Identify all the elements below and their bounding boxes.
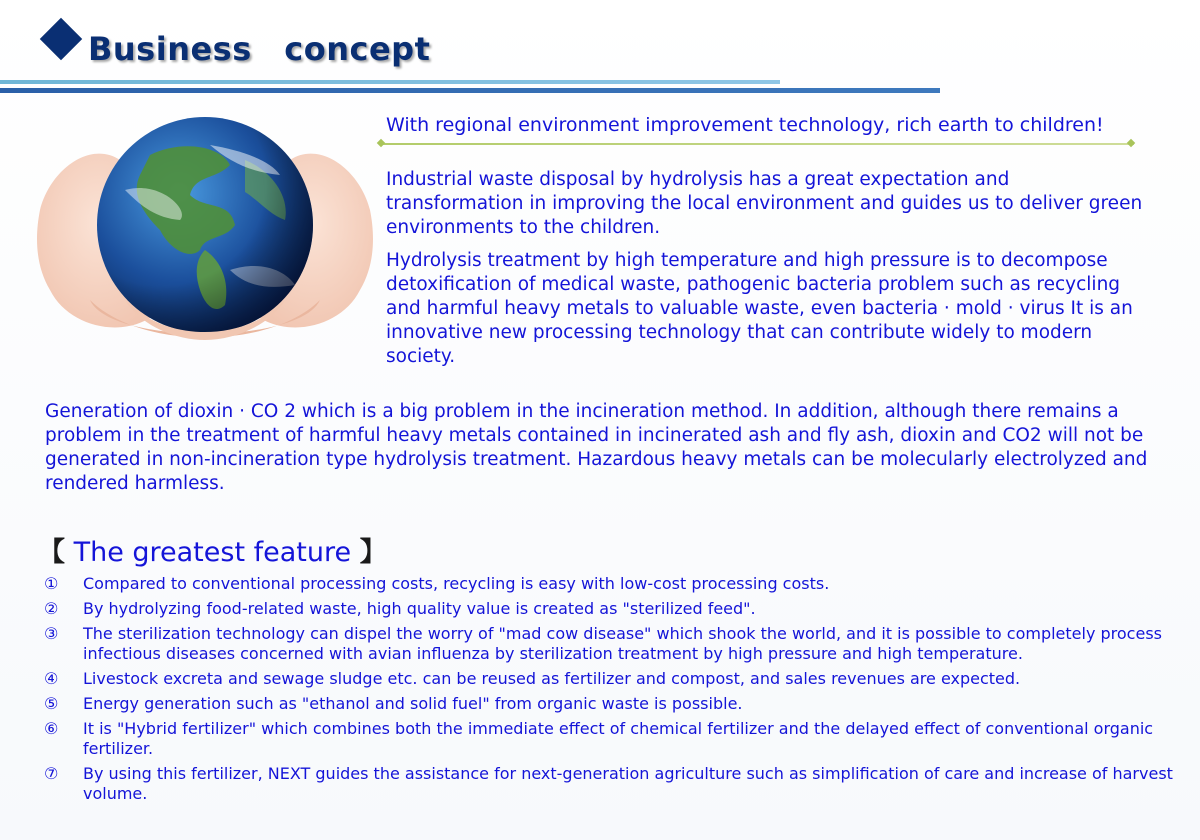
feature-heading — [38, 530, 387, 569]
hydrolysis-paragraph: Hydrolysis treatment by high temperature and high pressure is to decompose detoxification of medical waste, pathogenic bacteria problem such as recycling and harmful heavy metals to valuable waste, even bacteria · mold · virus It is an innovative new processing technology that can contribute widely to modern society. — [386, 250, 1133, 367]
item-text: Livestock excreta and sewage sludge etc. can be reused as fertilizer and compost, and sales revenues are expected. — [83, 669, 1021, 688]
item-number: ④ — [44, 669, 59, 688]
bracket-close: 】 — [359, 537, 387, 568]
item-number: ⑤ — [44, 694, 59, 713]
header-rule-dark — [0, 88, 940, 93]
globe-in-hands-icon — [30, 100, 380, 360]
header-rule-light — [0, 80, 780, 84]
list-item — [44, 694, 1174, 714]
list-item — [44, 574, 1174, 594]
item-number: ② — [44, 599, 59, 618]
item-text: It is "Hybrid fertilizer" which combines both the immediate effect of chemical fertilizer and the delayed effect of conventional organic fertilizer. — [83, 719, 1154, 758]
item-number: ⑦ — [44, 764, 59, 783]
header — [0, 0, 1200, 100]
tagline-rule — [380, 143, 1134, 145]
page-title: Business concept — [88, 30, 431, 68]
dioxin-paragraph: Generation of dioxin · CO 2 which is a big problem in the incineration method. In addition, although there remains a problem in the treatment of harmful heavy metals contained in incinerated ash and fly ash, dioxin and CO2 will not be generated in non-incineration type hydrolysis treatment. Hazardous heavy metals can be molecularly electrolyzed and rendered harmless. — [45, 401, 1148, 494]
list-item — [44, 624, 1174, 664]
diamond-bullet-icon — [40, 18, 82, 60]
list-item — [44, 764, 1174, 804]
feature-list — [44, 574, 1174, 809]
item-text: The sterilization technology can dispel the worry of "mad cow disease" which shook the world, and it is possible to completely process infectious diseases concerned with avian influenza by sterilization treatment by high pressure and high temperature. — [83, 624, 1162, 663]
item-text: Compared to conventional processing costs, recycling is easy with low-cost processing costs. — [83, 574, 830, 593]
item-text: Energy generation such as "ethanol and solid fuel" from organic waste is possible. — [83, 694, 743, 713]
item-number: ① — [44, 574, 59, 593]
tagline: With regional environment improvement technology, rich earth to children! — [386, 114, 1104, 136]
intro-paragraph: Industrial waste disposal by hydrolysis has a great expectation and transformation in improving the local environment and guides us to deliver green environments to the children. — [386, 169, 1143, 238]
item-number: ⑥ — [44, 719, 59, 738]
bracket-open: 【 — [38, 537, 65, 568]
list-item — [44, 599, 1174, 619]
item-number: ③ — [44, 624, 59, 643]
list-item — [44, 669, 1174, 689]
item-text: By using this fertilizer, NEXT guides the assistance for next-generation agriculture such as simplification of care and increase of harvest volume. — [83, 764, 1173, 803]
feature-heading-text: The greatest feature — [65, 537, 360, 568]
list-item — [44, 719, 1174, 759]
item-text: By hydrolyzing food-related waste, high quality value is created as "sterilized feed". — [83, 599, 756, 618]
rule-end-dot — [1127, 139, 1135, 147]
